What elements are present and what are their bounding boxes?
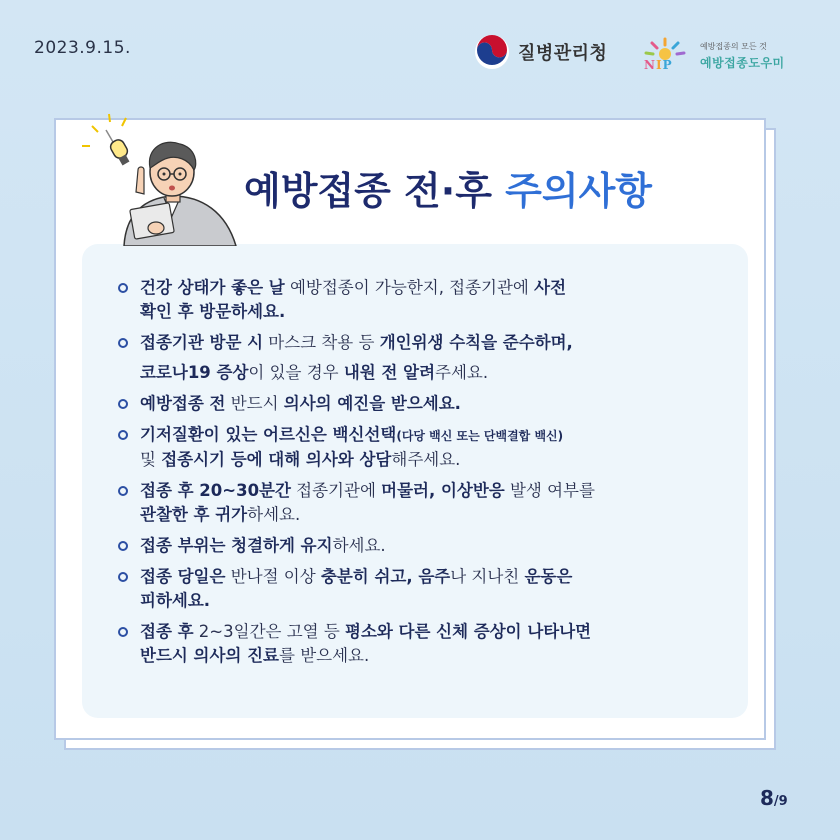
emphasis-text: 접종 후 20~30분간 (140, 481, 291, 500)
bullet-circle-icon (118, 572, 128, 582)
item-text-line (140, 361, 734, 385)
list-item (118, 331, 734, 385)
item-text-line (140, 565, 734, 589)
page-title: 예방접종 전·후 주의사항 (244, 169, 652, 213)
item-text-line (140, 300, 734, 324)
emphasis-text: 머물러, 이상반응 (381, 481, 505, 500)
total-pages: /9 (773, 794, 788, 809)
kdca-name: 질병관리청 (518, 43, 608, 64)
emphasis-text: 관찰한 후 귀가 (140, 505, 248, 524)
emphasis-text: 사전 (534, 278, 567, 297)
body-text: 예방접종이 가능한지, 접종기관에 (284, 278, 535, 297)
bullet-circle-icon (118, 541, 128, 551)
item-text-line (140, 620, 734, 644)
lightbulb-icon (82, 114, 130, 165)
body-text: 및 (140, 450, 162, 469)
emphasis-text: 확인 후 방문하세요. (140, 302, 286, 321)
item-text-line (140, 448, 734, 472)
item-text-line (140, 331, 734, 355)
nip-tagline: 예방접종의 모든 것 (700, 42, 767, 51)
list-item (118, 620, 734, 668)
note-text: (다당 백신 또는 단백결합 백신) (396, 429, 564, 443)
body-text: 하세요. (247, 505, 301, 524)
page-indicator (760, 786, 788, 810)
body-text: 하세요. (332, 536, 386, 555)
body-text: 주세요. (435, 363, 489, 382)
list-item (118, 565, 734, 613)
body-text: 이 있을 경우 (248, 363, 344, 382)
bullet-circle-icon (118, 486, 128, 496)
emphasis-text: 운동은 (524, 567, 573, 586)
emphasis-text: 의사의 예진을 받으세요. (283, 394, 461, 413)
body-text: 접종기관에 (290, 481, 382, 500)
emphasis-text: 코로나19 증상 (140, 363, 249, 382)
list-item (118, 423, 734, 472)
body-text: 해주세요. (391, 450, 461, 469)
body-text: 반나절 이상 (225, 567, 321, 586)
emphasis-text: 피하세요. (140, 591, 211, 610)
emphasis-text: 반드시 의사의 진료 (140, 646, 280, 665)
body-text: 2~3일간은 고열 등 (193, 622, 345, 641)
emphasis-text: 평소와 다른 신체 증상이 나타나면 (345, 622, 592, 641)
item-text-line (140, 479, 734, 503)
nip-logo (640, 36, 785, 76)
body-text: 반드시 (225, 394, 284, 413)
emphasis-text: 충분히 쉬고, 음주 (320, 567, 451, 586)
item-text-line (140, 423, 734, 448)
item-text-line (140, 534, 734, 558)
body-text: 발생 여부를 (504, 481, 595, 500)
precautions-list (118, 276, 734, 675)
body-text: 를 받으세요. (279, 646, 370, 665)
body-text: 나 지나친 (450, 567, 525, 586)
taegeuk-emblem-icon (474, 34, 510, 70)
emphasis-text: 접종 후 (140, 622, 194, 641)
list-item (118, 534, 734, 558)
emphasis-text: 접종기관 방문 시 (140, 333, 264, 352)
elderly-man-with-lightbulb-illustration (76, 112, 246, 246)
bullet-circle-icon (118, 283, 128, 293)
item-text-line (140, 392, 734, 416)
nip-letters: NIP (644, 58, 673, 72)
bullet-circle-icon (118, 627, 128, 637)
emphasis-text: 내원 전 알려 (343, 363, 436, 382)
list-item (118, 392, 734, 416)
nip-emblem-icon (640, 36, 690, 76)
bullet-circle-icon (118, 430, 128, 440)
item-text-line (140, 276, 734, 300)
date-label: 2023.9.15. (34, 38, 131, 58)
emphasis-text: 개인위생 수칙을 준수하며, (379, 333, 573, 352)
bullet-circle-icon (118, 338, 128, 348)
emphasis-text: 예방접종 전 (140, 394, 226, 413)
emphasis-text: 접종 부위는 청결하게 유지 (140, 536, 333, 555)
nip-name: 예방접종도우미 (700, 56, 785, 70)
bullet-circle-icon (118, 399, 128, 409)
item-text-line (140, 503, 734, 527)
emphasis-text: 접종시기 등에 대해 의사와 상담 (161, 450, 392, 469)
emphasis-text: 건강 상태가 좋은 날 (140, 278, 285, 297)
emphasis-text: 기저질환이 있는 어르신은 백신선택 (140, 425, 397, 444)
current-page: 8 (760, 786, 774, 810)
item-text-line (140, 644, 734, 668)
body-text: 마스크 착용 등 (263, 333, 380, 352)
kdca-logo (474, 34, 607, 70)
emphasis-text: 접종 당일은 (140, 567, 226, 586)
list-item (118, 276, 734, 324)
item-text-line (140, 589, 734, 613)
list-item (118, 479, 734, 527)
